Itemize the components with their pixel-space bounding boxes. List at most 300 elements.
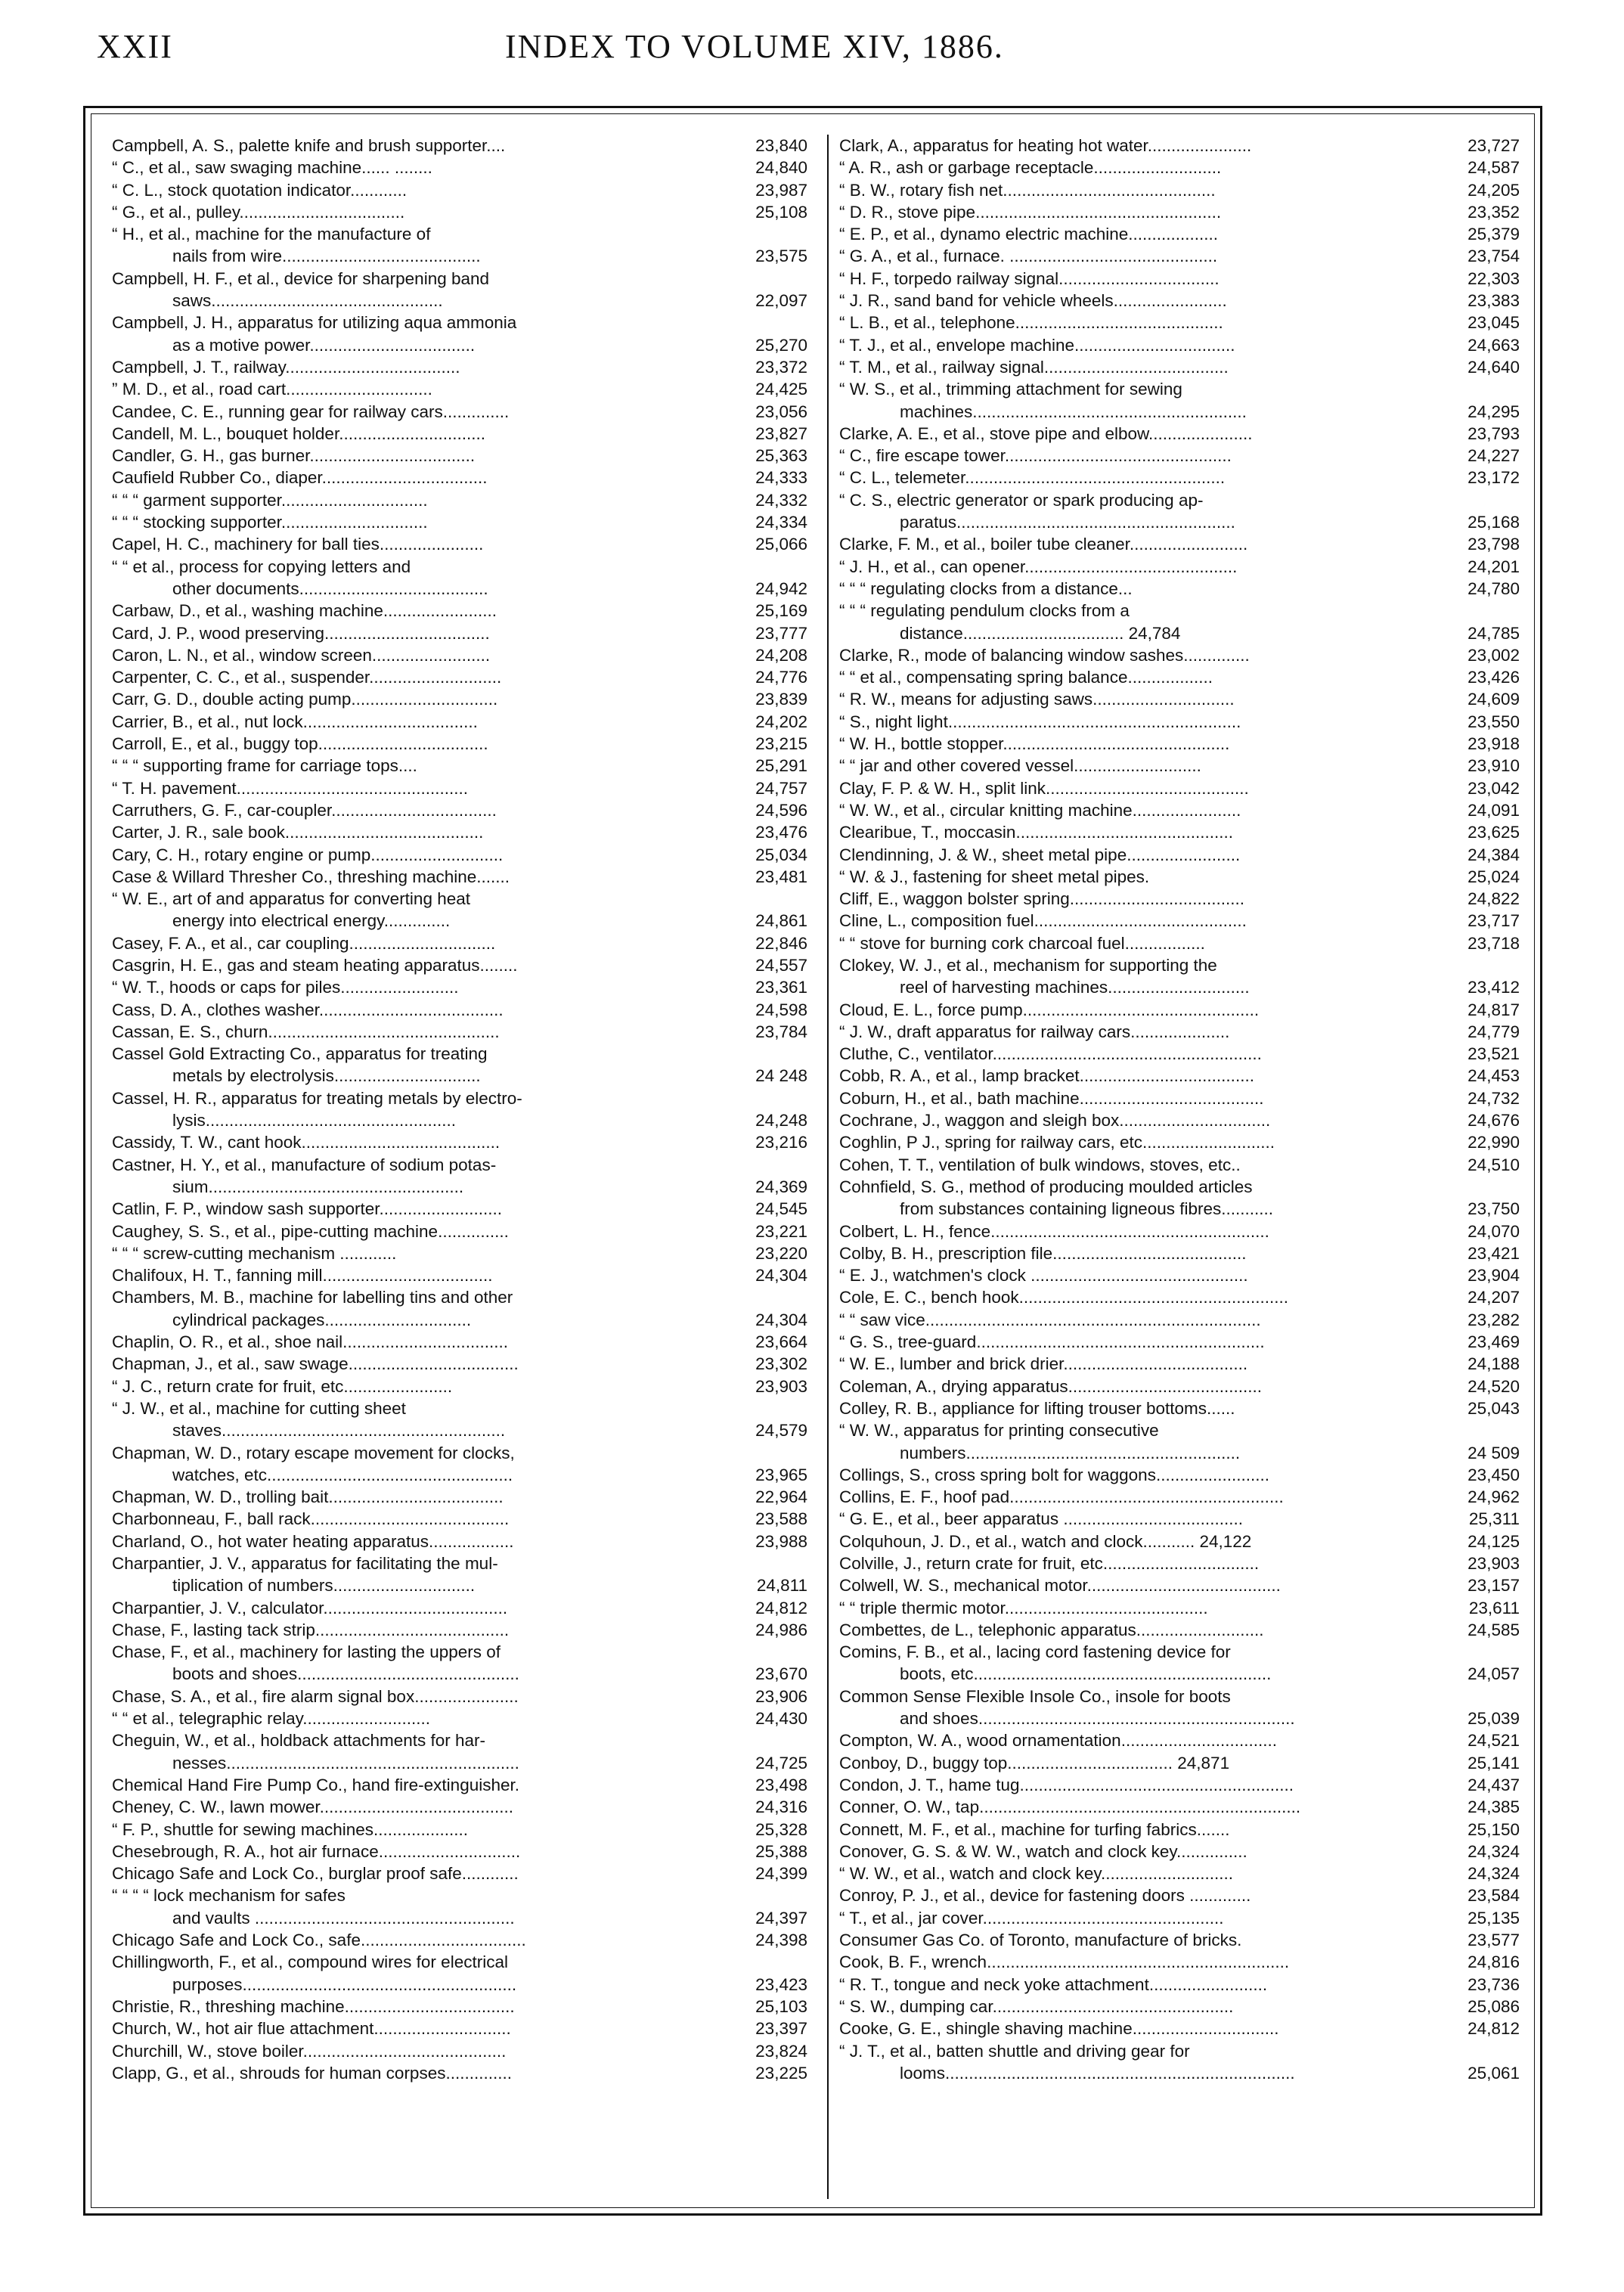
entry-text: Cassidy, T. W., cant hook.......................................... — [112, 1133, 501, 1152]
entry-text: “ C. L., telemeter....................................................... — [839, 468, 1226, 488]
index-entry — [112, 1508, 807, 1530]
entry-text: Candler, G. H., gas burner................................... — [112, 446, 476, 466]
entry-continuation: nesses.............................................................. — [172, 1753, 519, 1773]
index-entry — [839, 1065, 1520, 1087]
index-entry — [839, 201, 1520, 223]
index-entry — [112, 1087, 807, 1132]
entry-number: 24,811 — [756, 1576, 807, 1596]
entry-number: 24,324 — [1467, 1864, 1520, 1884]
entry-text: Chemical Hand Fire Pump Co., hand fire-extinguisher. — [112, 1775, 520, 1794]
entry-number: 23,476 — [755, 823, 807, 842]
index-entry — [839, 1397, 1520, 1419]
entry-number: 24,295 — [1467, 402, 1520, 421]
index-entry — [839, 1242, 1520, 1264]
entry-number: 24,585 — [1467, 1620, 1520, 1639]
entry-number: 23,215 — [755, 734, 807, 754]
index-entry — [112, 1397, 807, 1442]
entry-number: 23,904 — [1467, 1266, 1520, 1286]
index-entry — [839, 445, 1520, 467]
entry-number: 23,498 — [755, 1775, 807, 1794]
entry-number: 23,903 — [755, 1376, 807, 1396]
entry-text: Chapman, J., et al., saw swage.................................... — [112, 1354, 519, 1374]
entry-text: “ J. C., return crate for fruit, etc....................... — [112, 1376, 453, 1396]
entry-number: 23,575 — [755, 247, 807, 266]
entry-number: 24,816 — [1467, 1952, 1520, 1972]
entry-text: Carruthers, G. F., car-coupler................................... — [112, 800, 497, 820]
entry-number: 24,201 — [1467, 557, 1520, 576]
entry-number: 23,550 — [1467, 712, 1520, 731]
entry-text: Cass, D. A., clothes washer....................................... — [112, 1000, 504, 1019]
index-entry — [112, 467, 807, 488]
entry-number: 25,039 — [1467, 1709, 1520, 1729]
entry-number: 23,736 — [1467, 1974, 1520, 1994]
entry-text: Castner, H. Y., et al., manufacture of sodium potas- — [112, 1155, 497, 1174]
entry-text: “ G. E., et al., beer apparatus ...................................... — [839, 1509, 1243, 1529]
entry-number: 24,779 — [1467, 1022, 1520, 1041]
index-entry — [839, 888, 1520, 910]
entry-text: Chase, F., lasting tack strip......................................... — [112, 1620, 510, 1639]
entry-text: “ F. P., shuttle for sewing machines.................... — [112, 1819, 469, 1839]
entry-text: “ “ triple thermic motor........................................... — [839, 1598, 1208, 1617]
entry-number: 24,785 — [1467, 623, 1520, 643]
index-entry — [112, 1884, 807, 1929]
index-entry — [839, 1641, 1520, 1686]
entry-number: 24,316 — [755, 1797, 807, 1817]
index-entry — [112, 1531, 807, 1552]
index-entry — [839, 1552, 1520, 1574]
entry-text: Campbell, H. F., et al., device for sharpening band — [112, 268, 490, 288]
index-entry — [112, 622, 807, 644]
index-entry — [839, 2018, 1520, 2039]
entry-text: “ H., et al., machine for the manufacture of — [112, 225, 431, 244]
entry-continuation: boots and shoes............................................... — [172, 1664, 519, 1684]
entry-text: Chase, S. A., et al., fire alarm signal box...................... — [112, 1686, 519, 1706]
entry-text: Clapp, G., et al., shrouds for human corpses.............. — [112, 2063, 512, 2083]
entry-number: 23,584 — [1467, 1886, 1520, 1906]
entry-text: Chesebrough, R. A., hot air furnace.............................. — [112, 1841, 521, 1861]
entry-text: Cohnfield, S. G., method of producing moulded articles — [839, 1177, 1253, 1196]
entry-text: Carr, G. D., double acting pump............................... — [112, 690, 498, 709]
entry-number: 24,545 — [755, 1199, 807, 1219]
entry-number: 25,024 — [1467, 867, 1520, 886]
index-entry — [112, 976, 807, 998]
entry-number: 24,557 — [755, 955, 807, 975]
entry-text: Chillingworth, F., et al., compound wires for electrical — [112, 1952, 508, 1972]
entry-number: 25,363 — [755, 446, 807, 466]
entry-number: 25,328 — [755, 1819, 807, 1839]
entry-text: Clarke, F. M., et al., boiler tube cleaner......................... — [839, 535, 1248, 554]
entry-text: Casey, F. A., et al., car coupling............................... — [112, 933, 496, 953]
entry-text: “ A. R., ash or garbage receptacle........................... — [839, 158, 1222, 178]
index-entry — [112, 1641, 807, 1686]
entry-text: “ E. P., et al., dynamo electric machine................... — [839, 225, 1219, 244]
index-entry — [839, 533, 1520, 555]
index-entry — [112, 1951, 807, 1996]
entry-text: Cassel, H. R., apparatus for treating metals by electro- — [112, 1088, 522, 1108]
index-entry — [839, 1331, 1520, 1353]
index-entry — [839, 600, 1520, 644]
index-entry — [839, 179, 1520, 201]
entry-text: Caufield Rubber Co., diaper................................... — [112, 468, 488, 488]
entry-text: Caron, L. N., et al., window screen......................... — [112, 645, 491, 665]
index-entry — [112, 844, 807, 866]
entry-number: 23,056 — [755, 402, 807, 421]
index-entry — [112, 666, 807, 688]
index-entry — [112, 1552, 807, 1597]
index-entry — [839, 1154, 1520, 1176]
entry-text: Colwell, W. S., mechanical motor......................................... — [839, 1576, 1281, 1596]
entry-text: Chicago Safe and Lock Co., safe................................... — [112, 1931, 526, 1950]
index-entry — [112, 378, 807, 400]
entry-text: “ W. T., hoods or caps for piles......................... — [112, 978, 459, 997]
entry-number: 25,169 — [755, 601, 807, 621]
index-entry — [112, 2040, 807, 2062]
entry-number: 22,097 — [755, 291, 807, 311]
entry-text: “ “ et al., compensating spring balance.................. — [839, 668, 1213, 687]
index-entry — [112, 777, 807, 799]
index-entry — [112, 423, 807, 445]
entry-number: 23,521 — [1467, 1044, 1520, 1064]
index-entry — [839, 733, 1520, 755]
entry-number: 23,827 — [755, 423, 807, 443]
entry-number: 23,793 — [1467, 423, 1520, 443]
entry-text: Chicago Safe and Lock Co., burglar proof safe............ — [112, 1864, 519, 1884]
entry-number: 23,225 — [755, 2063, 807, 2083]
index-entry — [839, 666, 1520, 688]
entry-text: Cochrane, J., waggon and sleigh box................................ — [839, 1111, 1271, 1130]
index-entry — [839, 1752, 1520, 1774]
index-entry — [839, 711, 1520, 733]
index-entry — [839, 556, 1520, 578]
entry-number: 23,987 — [755, 180, 807, 200]
entry-number: 23,664 — [755, 1332, 807, 1352]
entry-number: 24,986 — [755, 1620, 807, 1639]
entry-text: “ S., night light.............................................................. — [839, 712, 1241, 731]
entry-number: 25,141 — [1467, 1753, 1520, 1773]
index-entry — [839, 1974, 1520, 1996]
index-entry — [839, 1109, 1520, 1131]
entry-number: 24,520 — [1467, 1376, 1520, 1396]
index-entry — [839, 1929, 1520, 1951]
entry-text: Candell, M. L., bouquet holder............................... — [112, 423, 485, 443]
entry-text: Common Sense Flexible Insole Co., insole for boots — [839, 1686, 1231, 1706]
entry-number: 23,988 — [755, 1531, 807, 1551]
index-entry — [112, 1841, 807, 1862]
index-entry — [112, 1996, 807, 2018]
entry-text: Cliff, E., waggon bolster spring..................................... — [839, 889, 1245, 909]
index-entry — [839, 1486, 1520, 1508]
entry-text: Candee, C. E., running gear for railway cars.............. — [112, 402, 510, 421]
index-entry — [839, 1819, 1520, 1841]
entry-text: “ “ “ screw-cutting mechanism ............ — [112, 1243, 397, 1263]
entry-number: 23,717 — [1467, 911, 1520, 931]
entry-number: 23,042 — [1467, 778, 1520, 798]
entry-number: 23,302 — [755, 1354, 807, 1374]
index-entry — [839, 578, 1520, 600]
entry-text: “ “ saw vice....................................................................... — [839, 1310, 1261, 1329]
entry-number: 24,757 — [755, 778, 807, 798]
entry-text: Campbell, J. H., apparatus for utilizing aqua ammonia — [112, 313, 517, 333]
index-entry — [112, 201, 807, 223]
entry-continuation: staves............................................................ — [172, 1421, 506, 1441]
entry-text: “ C. S., electric generator or spark producing ap- — [839, 490, 1204, 510]
entry-text: Combettes, de L., telephonic apparatus........................... — [839, 1620, 1264, 1639]
entry-text: Clay, F. P. & W. H., split link........................................... — [839, 778, 1249, 798]
index-entry — [839, 1574, 1520, 1596]
entry-number: 23,221 — [755, 1221, 807, 1241]
index-entry — [112, 1264, 807, 1286]
entry-number: 24,207 — [1467, 1288, 1520, 1307]
entry-number: 23,423 — [755, 1974, 807, 1994]
index-entry — [839, 223, 1520, 245]
entry-text: Condon, J. T., hame tug.......................................................... — [839, 1775, 1294, 1794]
entry-number: 23,588 — [755, 1509, 807, 1529]
entry-number: 24,333 — [755, 468, 807, 488]
entry-number: 23,282 — [1467, 1310, 1520, 1329]
entry-text: Chalifoux, H. T., fanning mill.................................... — [112, 1266, 493, 1286]
entry-text: “ T. M., et al., railway signal....................................... — [839, 357, 1229, 377]
entry-text: Carroll, E., et al., buggy top.................................... — [112, 734, 488, 754]
entry-continuation: watches, etc.................................................... — [172, 1465, 513, 1484]
index-entry — [839, 1264, 1520, 1286]
entry-number: 25,168 — [1467, 513, 1520, 532]
index-entry — [839, 1729, 1520, 1751]
entry-number: 24,453 — [1467, 1066, 1520, 1086]
entry-text: “ J. H., et al., can opener............................................. — [839, 557, 1238, 576]
entry-number: 24,521 — [1467, 1731, 1520, 1751]
entry-text: “ J. T., et al., batten shuttle and driving gear for — [839, 2041, 1190, 2061]
entry-continuation: lysis..................................................... — [172, 1111, 457, 1130]
index-entry — [839, 356, 1520, 378]
entry-number: 24,425 — [755, 380, 807, 399]
entry-continuation: other documents........................................ — [172, 578, 488, 598]
index-entry — [839, 312, 1520, 333]
entry-text: “ T. H. pavement................................................. — [112, 778, 468, 798]
index-entry — [839, 1353, 1520, 1375]
index-entry — [839, 1597, 1520, 1619]
entry-text: Coghlin, P J., spring for railway cars, etc............................ — [839, 1133, 1275, 1152]
entry-number: 25,034 — [755, 845, 807, 864]
entry-text: “ J. W., draft apparatus for railway cars..................... — [839, 1022, 1230, 1041]
entry-number: 24,942 — [755, 578, 807, 598]
index-entry — [839, 1043, 1520, 1065]
entry-number: 24 248 — [755, 1066, 807, 1086]
entry-text: Cary, C. H., rotary engine or pump............................ — [112, 845, 504, 864]
index-entry — [839, 157, 1520, 178]
left-column — [112, 135, 807, 2199]
entry-text: Clarke, A. E., et al., stove pipe and elbow...................... — [839, 423, 1253, 443]
entry-text: Catlin, F. P., window sash supporter.......................... — [112, 1199, 503, 1219]
entry-number: 24,822 — [1467, 889, 1520, 909]
entry-number: 23,625 — [1467, 823, 1520, 842]
entry-number: 23,220 — [755, 1243, 807, 1263]
entry-number: 25,388 — [755, 1841, 807, 1861]
entry-number: 23,718 — [1467, 933, 1520, 953]
entry-number: 24,334 — [755, 513, 807, 532]
entry-number: 24,861 — [755, 911, 807, 931]
page-title: INDEX TO VOLUME XIV, 1886. — [505, 28, 1004, 65]
entry-text: Cook, B. F., wrench................................................................ — [839, 1952, 1290, 1972]
index-entry — [112, 2062, 807, 2084]
entry-text: Clokey, W. J., et al., mechanism for supporting the — [839, 955, 1217, 975]
entry-number: 23,421 — [1467, 1243, 1520, 1263]
index-entry — [112, 1286, 807, 1331]
entry-text: Colley, R. B., appliance for lifting trouser bottoms...... — [839, 1398, 1235, 1418]
index-entry — [112, 1131, 807, 1153]
index-entry — [839, 1021, 1520, 1043]
entry-number: 24,384 — [1467, 845, 1520, 864]
entry-number: 23,216 — [755, 1133, 807, 1152]
index-entry — [839, 290, 1520, 312]
entry-text: “ J. W., et al., machine for cutting sheet — [112, 1398, 406, 1418]
entry-text: Chapman, W. D., trolling bait..................................... — [112, 1487, 504, 1507]
entry-text: Colville, J., return crate for fruit, etc................................. — [839, 1554, 1260, 1573]
entry-continuation: energy into electrical energy.............. — [172, 911, 451, 931]
index-entry — [839, 1419, 1520, 1464]
entry-number: 23,824 — [755, 2041, 807, 2061]
index-entry — [839, 1862, 1520, 1884]
entry-number: 23,839 — [755, 690, 807, 709]
entry-number: 23,784 — [755, 1022, 807, 1041]
entry-number: 24,596 — [755, 800, 807, 820]
index-entry — [112, 733, 807, 755]
entry-continuation: as a motive power................................... — [172, 335, 476, 355]
index-entry — [112, 799, 807, 821]
index-entry — [112, 600, 807, 622]
entry-number: 24,732 — [1467, 1088, 1520, 1108]
entry-text: Conner, O. W., tap.................................................................... — [839, 1797, 1301, 1817]
entry-number: 25,066 — [755, 535, 807, 554]
entry-text: Clark, A., apparatus for heating hot water...................... — [839, 136, 1252, 155]
entry-number: 25,086 — [1467, 1996, 1520, 2016]
index-entry — [839, 1841, 1520, 1862]
entry-continuation: metals by electrolysis............................... — [172, 1066, 481, 1086]
entry-text: Casgrin, H. E., gas and steam heating apparatus........ — [112, 955, 518, 975]
entry-text: “ T. J., et al., envelope machine.................................. — [839, 335, 1235, 355]
index-entry — [112, 1486, 807, 1508]
index-entry — [112, 1819, 807, 1841]
entry-text: Carrier, B., et al., nut lock..................................... — [112, 712, 478, 731]
entry-text: “ C. L., stock quotation indicator............ — [112, 180, 408, 200]
entry-text: “ “ “ regulating pendulum clocks from a — [839, 601, 1130, 621]
entry-number: 24,227 — [1467, 446, 1520, 466]
entry-number: 24,304 — [755, 1310, 807, 1329]
entry-number: 23,383 — [1467, 291, 1520, 311]
index-entry — [839, 489, 1520, 534]
entry-text: Clearibue, T., moccasin.............................................. — [839, 823, 1233, 842]
index-entry — [839, 245, 1520, 267]
index-entry — [112, 932, 807, 954]
entry-number: 23,750 — [1467, 1199, 1520, 1219]
entry-text: Charland, O., hot water heating apparatus.................. — [112, 1531, 514, 1551]
entry-number: 23,577 — [1467, 1931, 1520, 1950]
entry-text: “ “ stove for burning cork charcoal fuel................. — [839, 933, 1205, 953]
index-entry — [112, 401, 807, 423]
index-entry — [839, 1087, 1520, 1109]
entry-text: Coleman, A., drying apparatus......................................... — [839, 1376, 1262, 1396]
entry-text: Compton, W. A., wood ornamentation................................. — [839, 1731, 1277, 1751]
entry-text: “ C., fire escape tower................................................ — [839, 446, 1232, 466]
entry-text: Conover, G. S. & W. W., watch and clock key............... — [839, 1841, 1247, 1861]
index-entry — [839, 1686, 1520, 1730]
index-entry — [112, 755, 807, 777]
index-entry — [112, 1043, 807, 1087]
entry-number: 23,397 — [755, 2019, 807, 2039]
entry-number: 23,910 — [1467, 756, 1520, 776]
index-entry — [112, 312, 807, 356]
entry-number: 24,587 — [1467, 158, 1520, 178]
entry-number: 22,846 — [755, 933, 807, 953]
entry-continuation: tiplication of numbers.............................. — [172, 1576, 476, 1596]
index-entry — [112, 1442, 807, 1487]
index-entry — [112, 489, 807, 511]
entry-number: 24,962 — [1467, 1487, 1520, 1507]
entry-number: 24,725 — [755, 1753, 807, 1773]
entry-text: Case & Willard Thresher Co., threshing machine....... — [112, 867, 510, 886]
entry-number: 24,248 — [755, 1111, 807, 1130]
entry-text: “ G., et al., pulley................................... — [112, 202, 405, 222]
entry-number: 24,125 — [1467, 1531, 1520, 1551]
index-entry — [112, 1220, 807, 1242]
entry-number: 23,754 — [1467, 247, 1520, 266]
entry-continuation: purposes.......................................................... — [172, 1974, 517, 1994]
entry-text: “ D. R., stove pipe.................................................... — [839, 202, 1222, 222]
entry-text: “ W. W., et al., circular knitting machine....................... — [839, 800, 1241, 820]
index-entry — [112, 1376, 807, 1397]
entry-number: 24,510 — [1467, 1155, 1520, 1174]
entry-number: 24,812 — [755, 1598, 807, 1617]
entry-number: 25,103 — [755, 1996, 807, 2016]
index-entry — [839, 1774, 1520, 1796]
index-entry — [839, 1376, 1520, 1397]
entry-number: 24,332 — [755, 490, 807, 510]
entry-number: 24,776 — [755, 668, 807, 687]
entry-text: “ W. & J., fastening for sheet metal pipes. — [839, 867, 1150, 886]
entry-text: Carbaw, D., et al., washing machine........................ — [112, 601, 497, 621]
entry-continuation: sium...................................................... — [172, 1177, 464, 1196]
index-entry — [112, 157, 807, 178]
index-entry — [112, 135, 807, 157]
entry-text: “ L. B., et al., telephone............................................ — [839, 313, 1223, 333]
entry-text: “ R. W., means for adjusting saws.............................. — [839, 690, 1235, 709]
entry-text: Carpenter, C. C., et al., suspender............................ — [112, 668, 502, 687]
entry-number: 23,727 — [1467, 136, 1520, 155]
entry-number: 24,430 — [755, 1709, 807, 1729]
index-entry — [112, 954, 807, 976]
index-entry — [112, 1862, 807, 1884]
entry-text: Colbert, L. H., fence........................................................... — [839, 1221, 1269, 1241]
entry-text: Churchill, W., stove boiler........................................... — [112, 2041, 507, 2061]
index-entry — [112, 1686, 807, 1707]
entry-text: Cline, L., composition fuel............................................. — [839, 911, 1247, 931]
index-entry — [112, 533, 807, 555]
entry-text: Comins, F. B., et al., lacing cord fastening device for — [839, 1642, 1231, 1662]
index-entry — [839, 378, 1520, 423]
index-entry — [839, 1907, 1520, 1929]
entry-continuation: boots, etc............................................................... — [900, 1664, 1272, 1684]
index-entry — [112, 644, 807, 666]
entry-text: Cole, E. C., bench hook......................................................... — [839, 1288, 1288, 1307]
entry-number: 23,965 — [755, 1465, 807, 1484]
entry-number: 24,324 — [1467, 1841, 1520, 1861]
entry-text: “ “ et al., process for copying letters and — [112, 557, 411, 576]
index-entry — [112, 1597, 807, 1619]
entry-number: 23,777 — [755, 623, 807, 643]
index-entry — [839, 910, 1520, 932]
entry-number: 25,135 — [1467, 1908, 1520, 1928]
entry-number: 23,352 — [1467, 202, 1520, 222]
entry-continuation: and shoes................................................................... — [900, 1709, 1295, 1729]
